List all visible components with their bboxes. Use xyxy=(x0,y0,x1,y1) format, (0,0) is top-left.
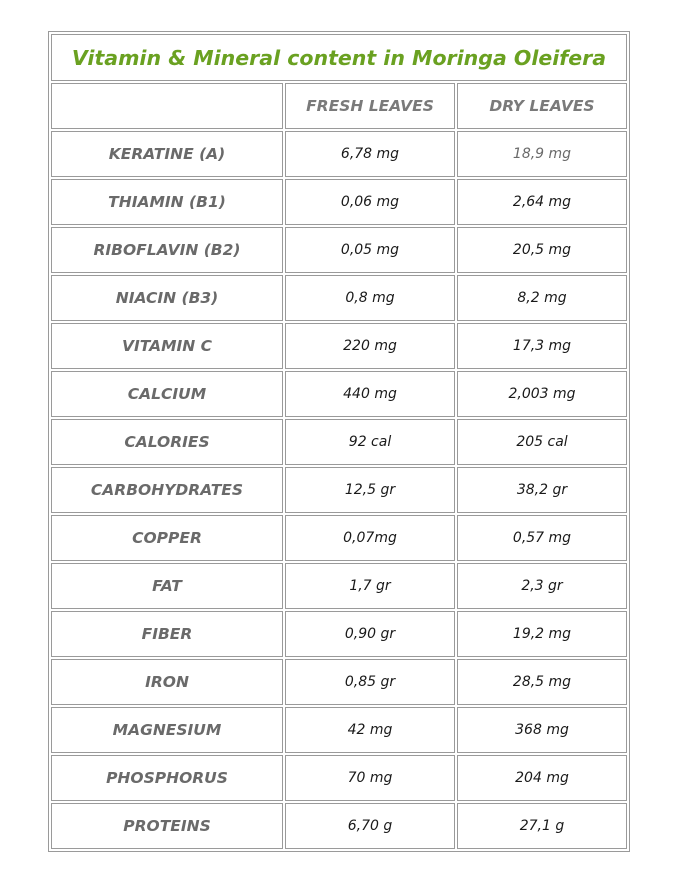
nutrient-table-body xyxy=(51,34,627,849)
dry-value: 19,2 mg xyxy=(457,611,627,657)
dry-value: 20,5 mg xyxy=(457,227,627,273)
fresh-value: 0,05 mg xyxy=(285,227,455,273)
fresh-value: 92 cal xyxy=(285,419,455,465)
fresh-value: 0,90 gr xyxy=(285,611,455,657)
nutrient-name: FAT xyxy=(51,563,283,609)
table-row xyxy=(51,755,627,801)
fresh-value: 6,70 g xyxy=(285,803,455,849)
table-row xyxy=(51,611,627,657)
table-row xyxy=(51,275,627,321)
dry-value: 18,9 mg xyxy=(457,131,627,177)
nutrient-name: IRON xyxy=(51,659,283,705)
fresh-value: 0,8 mg xyxy=(285,275,455,321)
header-dry-leaves: DRY LEAVES xyxy=(457,83,627,129)
nutrient-name: MAGNESIUM xyxy=(51,707,283,753)
header-row xyxy=(51,83,627,129)
table-row xyxy=(51,467,627,513)
dry-value: 204 mg xyxy=(457,755,627,801)
fresh-value: 6,78 mg xyxy=(285,131,455,177)
dry-value: 8,2 mg xyxy=(457,275,627,321)
fresh-value: 0,06 mg xyxy=(285,179,455,225)
table-row xyxy=(51,419,627,465)
nutrient-name: RIBOFLAVIN (B2) xyxy=(51,227,283,273)
nutrient-name: PHOSPHORUS xyxy=(51,755,283,801)
dry-value: 2,003 mg xyxy=(457,371,627,417)
nutrient-name: THIAMIN (B1) xyxy=(51,179,283,225)
dry-value: 17,3 mg xyxy=(457,323,627,369)
fresh-value: 220 mg xyxy=(285,323,455,369)
table-title: Vitamin & Mineral content in Moringa Oleifera xyxy=(51,34,627,81)
nutrient-name: CALORIES xyxy=(51,419,283,465)
nutrient-name: COPPER xyxy=(51,515,283,561)
nutrient-name: PROTEINS xyxy=(51,803,283,849)
nutrient-name: CALCIUM xyxy=(51,371,283,417)
fresh-value: 0,07mg xyxy=(285,515,455,561)
table-row xyxy=(51,179,627,225)
header-nutrient xyxy=(51,83,283,129)
dry-value: 205 cal xyxy=(457,419,627,465)
table-row xyxy=(51,563,627,609)
fresh-value: 1,7 gr xyxy=(285,563,455,609)
table-row xyxy=(51,323,627,369)
table-row xyxy=(51,659,627,705)
title-row xyxy=(51,34,627,81)
dry-value: 368 mg xyxy=(457,707,627,753)
dry-value: 28,5 mg xyxy=(457,659,627,705)
fresh-value: 12,5 gr xyxy=(285,467,455,513)
table-row xyxy=(51,515,627,561)
header-fresh-leaves: FRESH LEAVES xyxy=(285,83,455,129)
dry-value: 38,2 gr xyxy=(457,467,627,513)
fresh-value: 0,85 gr xyxy=(285,659,455,705)
nutrient-name: KERATINE (A) xyxy=(51,131,283,177)
table-row xyxy=(51,131,627,177)
nutrient-name: CARBOHYDRATES xyxy=(51,467,283,513)
nutrient-table xyxy=(48,31,630,852)
table-row xyxy=(51,707,627,753)
nutrient-name: NIACIN (B3) xyxy=(51,275,283,321)
dry-value: 2,64 mg xyxy=(457,179,627,225)
fresh-value: 70 mg xyxy=(285,755,455,801)
fresh-value: 42 mg xyxy=(285,707,455,753)
dry-value: 2,3 gr xyxy=(457,563,627,609)
dry-value: 27,1 g xyxy=(457,803,627,849)
table-row xyxy=(51,227,627,273)
fresh-value: 440 mg xyxy=(285,371,455,417)
nutrient-name: FIBER xyxy=(51,611,283,657)
dry-value: 0,57 mg xyxy=(457,515,627,561)
nutrient-name: VITAMIN C xyxy=(51,323,283,369)
table-row xyxy=(51,803,627,849)
table-row xyxy=(51,371,627,417)
